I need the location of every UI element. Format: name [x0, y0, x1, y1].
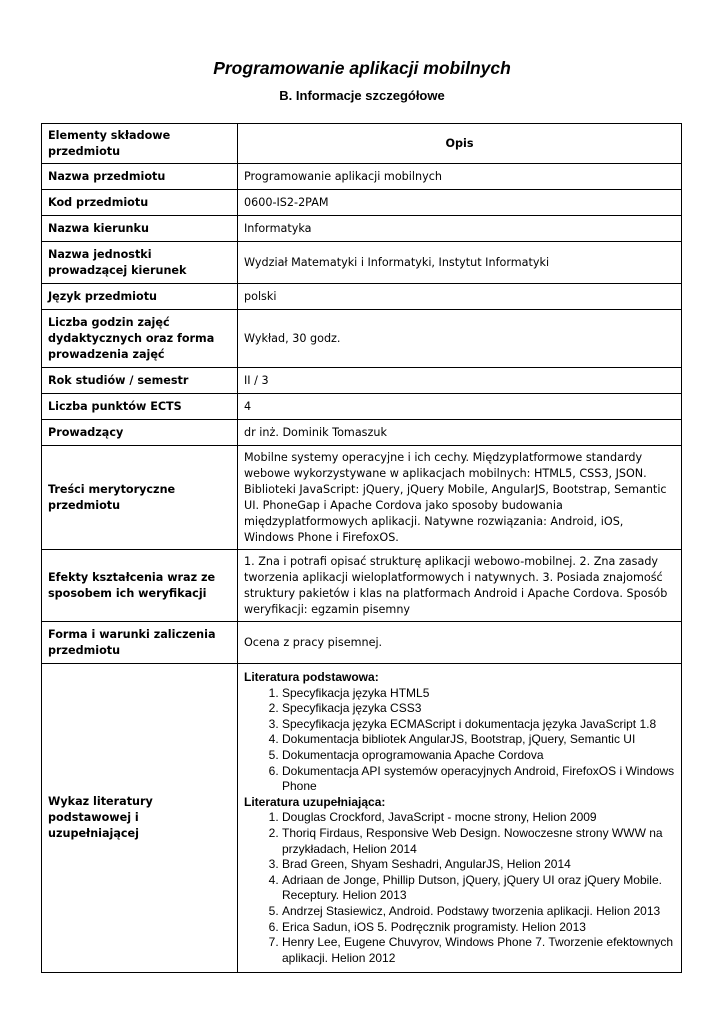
row-value: Informatyka [238, 216, 682, 242]
document-title: Programowanie aplikacji mobilnych [213, 58, 511, 78]
row-label: Forma i warunki zaliczenia przedmiotu [42, 622, 238, 664]
row-value: Wydział Matematyki i Informatyki, Instytut Informatyki [238, 242, 682, 284]
header-label-cell: Elementy składowe przedmiotu [42, 124, 238, 164]
table-row [42, 622, 682, 664]
table-row [42, 420, 682, 446]
list-item: 4. Adriaan de Jonge, Phillip Dutson, jQuery, jQuery UI oraz jQuery Mobile. Receptury. Helion 2013 [282, 873, 675, 904]
table-header-row [42, 124, 682, 164]
row-value: 4 [238, 394, 682, 420]
list-item: 6. Erica Sadun, iOS 5. Podręcznik programisty. Helion 2013 [282, 920, 675, 936]
row-value: Mobilne systemy operacyjne i ich cechy. Międzyplatformowe standardy webowe wykorzystywane w aplikacjach mobilnych: HTML5, CSS3, JSON. Biblioteki JavaScript: jQuery, jQuery Mobile, AngularJS, Bootstrap, Semantic UI. PhoneGap i Apache Cordova jako sposoby budowania międzyplatformowych aplikacji. Natywne rozwiązania: Android, iOS, Windows Phone i FirefoxOS. [238, 446, 682, 550]
table-row [42, 446, 682, 550]
row-label: Język przedmiotu [42, 284, 238, 310]
row-label: Prowadzący [42, 420, 238, 446]
list-item: 3. Brad Green, Shyam Seshadri, AngularJS, Helion 2014 [282, 857, 675, 873]
list-item: 5. Dokumentacja oprogramowania Apache Cordova [282, 748, 675, 764]
header-value-cell: Opis [238, 124, 682, 164]
literature-label: Wykaz literatury podstawowej i uzupełniającej [42, 664, 238, 973]
row-value: 1. Zna i potrafi opisać strukturę aplikacji webowo-mobilnej. 2. Zna zasady tworzenia aplikacji wieloplatformowych i natywnych. 3. Posiada znajomość struktury pakietów i klas na platformach Android i Apache Cordova. Sposób weryfikacji: egzamin pisemny [238, 550, 682, 622]
row-label: Nazwa kierunku [42, 216, 238, 242]
list-item: 2. Specyfikacja języka CSS3 [282, 701, 675, 717]
row-label: Nazwa jednostki prowadzącej kierunek [42, 242, 238, 284]
literature-row [42, 664, 682, 973]
table-row [42, 368, 682, 394]
table-row [42, 394, 682, 420]
list-item: 4. Dokumentacja bibliotek AngularJS, Bootstrap, jQuery, Semantic UI [282, 732, 675, 748]
list-item: 6. Dokumentacja API systemów operacyjnych Android, FirefoxOS i Windows Phone [282, 764, 675, 795]
basic-literature-list [244, 686, 675, 795]
document-subtitle: B. Informacje szczegółowe [279, 88, 445, 103]
row-value: Programowanie aplikacji mobilnych [238, 164, 682, 190]
row-label: Liczba punktów ECTS [42, 394, 238, 420]
extra-literature-list [244, 810, 675, 966]
list-item: 7. Henry Lee, Eugene Chuvyrov, Windows Phone 7. Tworzenie efektownych aplikacji. Helion 2012 [282, 935, 675, 966]
table-row [42, 216, 682, 242]
table-row [42, 284, 682, 310]
row-label: Kod przedmiotu [42, 190, 238, 216]
table-row [42, 310, 682, 368]
row-value: 0600-IS2-2PAM [238, 190, 682, 216]
row-value: II / 3 [238, 368, 682, 394]
row-value: Ocena z pracy pisemnej. [238, 622, 682, 664]
literature-cell [238, 664, 682, 973]
row-label: Nazwa przedmiotu [42, 164, 238, 190]
list-item: 2. Thoriq Firdaus, Responsive Web Design. Nowoczesne strony WWW na przykładach, Helion 2014 [282, 826, 675, 857]
list-item: 1. Specyfikacja języka HTML5 [282, 686, 675, 702]
row-value: Wykład, 30 godz. [238, 310, 682, 368]
basic-literature-heading: Literatura podstawowa: [244, 670, 379, 684]
table-row [42, 164, 682, 190]
table-row [42, 190, 682, 216]
table-row [42, 242, 682, 284]
row-value: dr inż. Dominik Tomaszuk [238, 420, 682, 446]
row-label: Treści merytoryczne przedmiotu [42, 446, 238, 550]
list-item: 1. Douglas Crockford, JavaScript - mocne strony, Helion 2009 [282, 810, 675, 826]
list-item: 5. Andrzej Stasiewicz, Android. Podstawy tworzenia aplikacji. Helion 2013 [282, 904, 675, 920]
list-item: 3. Specyfikacja języka ECMAScript i dokumentacja języka JavaScript 1.8 [282, 717, 675, 733]
course-details-table [41, 123, 682, 973]
table-row [42, 550, 682, 622]
row-label: Liczba godzin zajęć dydaktycznych oraz forma prowadzenia zajęć [42, 310, 238, 368]
extra-literature-heading: Literatura uzupełniająca: [244, 794, 386, 809]
row-label: Efekty kształcenia wraz ze sposobem ich weryfikacji [42, 550, 238, 622]
row-label: Rok studiów / semestr [42, 368, 238, 394]
row-value: polski [238, 284, 682, 310]
